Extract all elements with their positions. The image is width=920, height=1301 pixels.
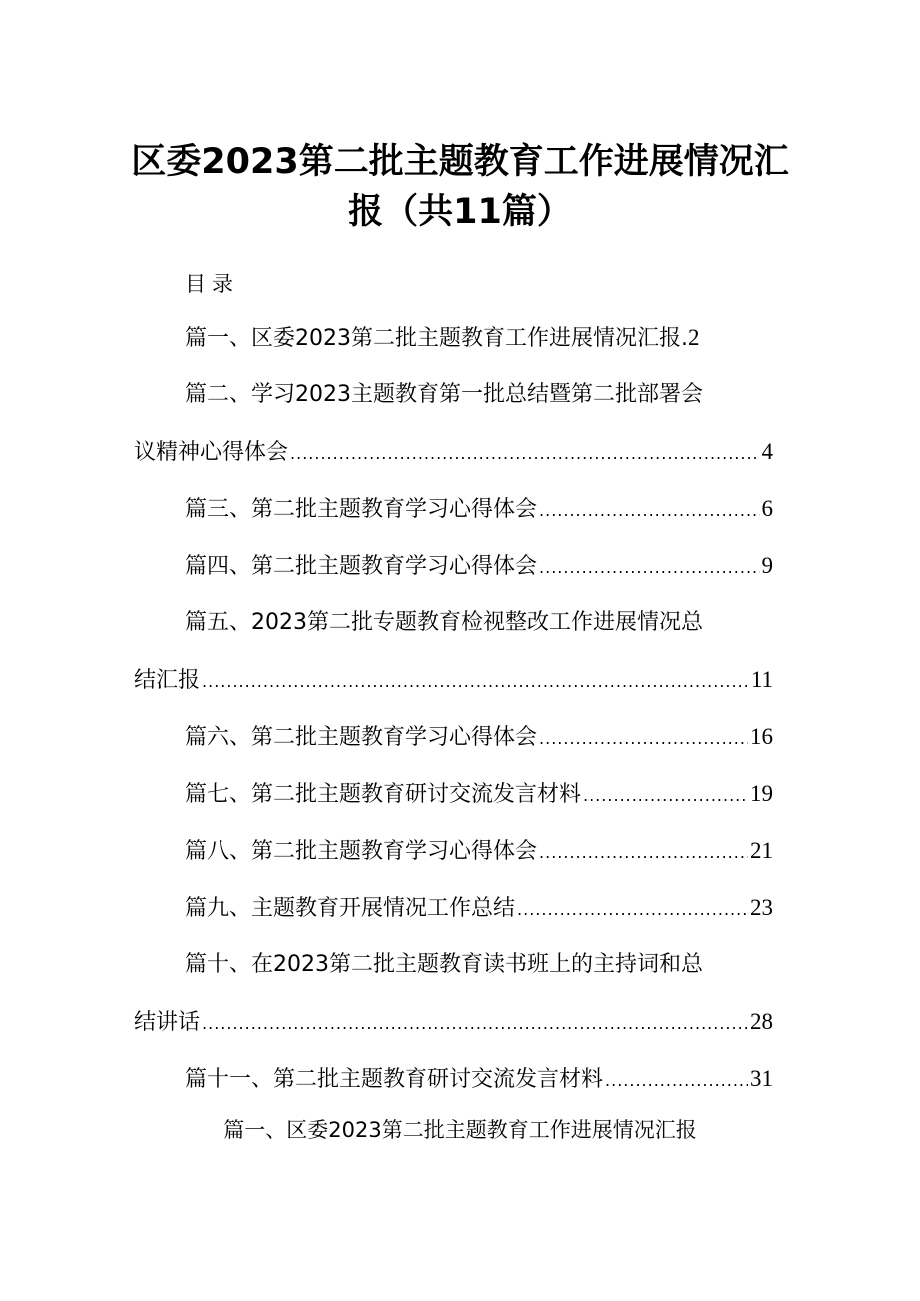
toc-leader-dots <box>605 1065 748 1097</box>
toc-page-number: 31 <box>750 1066 773 1091</box>
toc-entry-text: 篇六、第二批主题教育学习心得体会 <box>185 725 538 750</box>
toc-entry-text: 篇四、第二批主题教育学习心得体会 <box>185 554 538 579</box>
toc-page-number: 11 <box>750 667 773 692</box>
toc-page-number: 28 <box>750 1009 773 1034</box>
toc-page-number: 9 <box>761 553 773 578</box>
toc-entry-5-line-1[interactable]: 篇五、2023第二批专题教育检视整改工作进展情况总 <box>185 610 703 635</box>
toc-entry-text: 篇八、第二批主题教育学习心得体会 <box>185 839 538 864</box>
toc-leader-dots <box>539 495 759 527</box>
toc-page-number: 4 <box>761 439 773 464</box>
document-title-line-2: 报（共11篇） <box>348 192 572 232</box>
toc-entry-9[interactable] <box>185 892 773 924</box>
toc-leader-dots <box>539 723 748 755</box>
toc-leader-dots <box>290 438 759 470</box>
toc-entry-text: 篇三、第二批主题教育学习心得体会 <box>185 497 538 522</box>
toc-label: 目录 <box>185 272 239 296</box>
toc-page-number: 6 <box>761 496 773 521</box>
toc-entry-7[interactable] <box>185 778 773 810</box>
toc-entry-10-line-2[interactable] <box>134 1006 773 1038</box>
toc-leader-dots <box>539 837 748 869</box>
toc-entry-2-line-1[interactable]: 篇二、学习2023主题教育第一批总结暨第二批部署会 <box>185 382 703 407</box>
toc-leader-dots <box>517 894 748 926</box>
toc-leader: . <box>681 326 688 351</box>
toc-leader-dots <box>539 552 759 584</box>
toc-page-number: 2 <box>688 325 700 350</box>
toc-entry-text: 篇九、主题教育开展情况工作总结 <box>185 896 516 921</box>
toc-page-number: 16 <box>750 724 773 749</box>
toc-entry-text: 结汇报 <box>134 668 201 693</box>
toc-entry-10-line-1[interactable]: 篇十、在2023第二批主题教育读书班上的主持词和总 <box>185 952 703 977</box>
document-title-line-1: 区委2023第二批主题教育工作进展情况汇 <box>131 142 789 182</box>
toc-entry-text: 篇十一、第二批主题教育研讨交流发言材料 <box>185 1067 604 1092</box>
section-heading: 篇一、区委2023第二批主题教育工作进展情况汇报 <box>223 1118 697 1142</box>
toc-leader-dots <box>202 666 749 698</box>
toc-entry-8[interactable] <box>185 835 773 867</box>
toc-page-number: 21 <box>750 838 773 863</box>
toc-leader-dots <box>202 1008 748 1040</box>
toc-entry-text: 篇七、第二批主题教育研讨交流发言材料 <box>185 782 582 807</box>
toc-page-number: 19 <box>750 781 773 806</box>
toc-entry-text: 篇一、区委2023第二批主题教育工作进展情况汇报 <box>185 326 681 351</box>
toc-entry-2-line-2[interactable] <box>134 436 773 468</box>
toc-entry-3[interactable] <box>185 493 773 525</box>
toc-entry-1[interactable] <box>185 322 773 354</box>
toc-entry-text: 议精神心得体会 <box>134 440 289 465</box>
toc-leader-dots <box>583 780 748 812</box>
toc-entry-4[interactable] <box>185 550 773 582</box>
toc-entry-5-line-2[interactable] <box>134 664 773 696</box>
toc-entry-11[interactable] <box>185 1063 773 1095</box>
toc-page-number: 23 <box>750 895 773 920</box>
toc-entry-6[interactable] <box>185 721 773 753</box>
toc-entry-text: 结讲话 <box>134 1010 201 1035</box>
